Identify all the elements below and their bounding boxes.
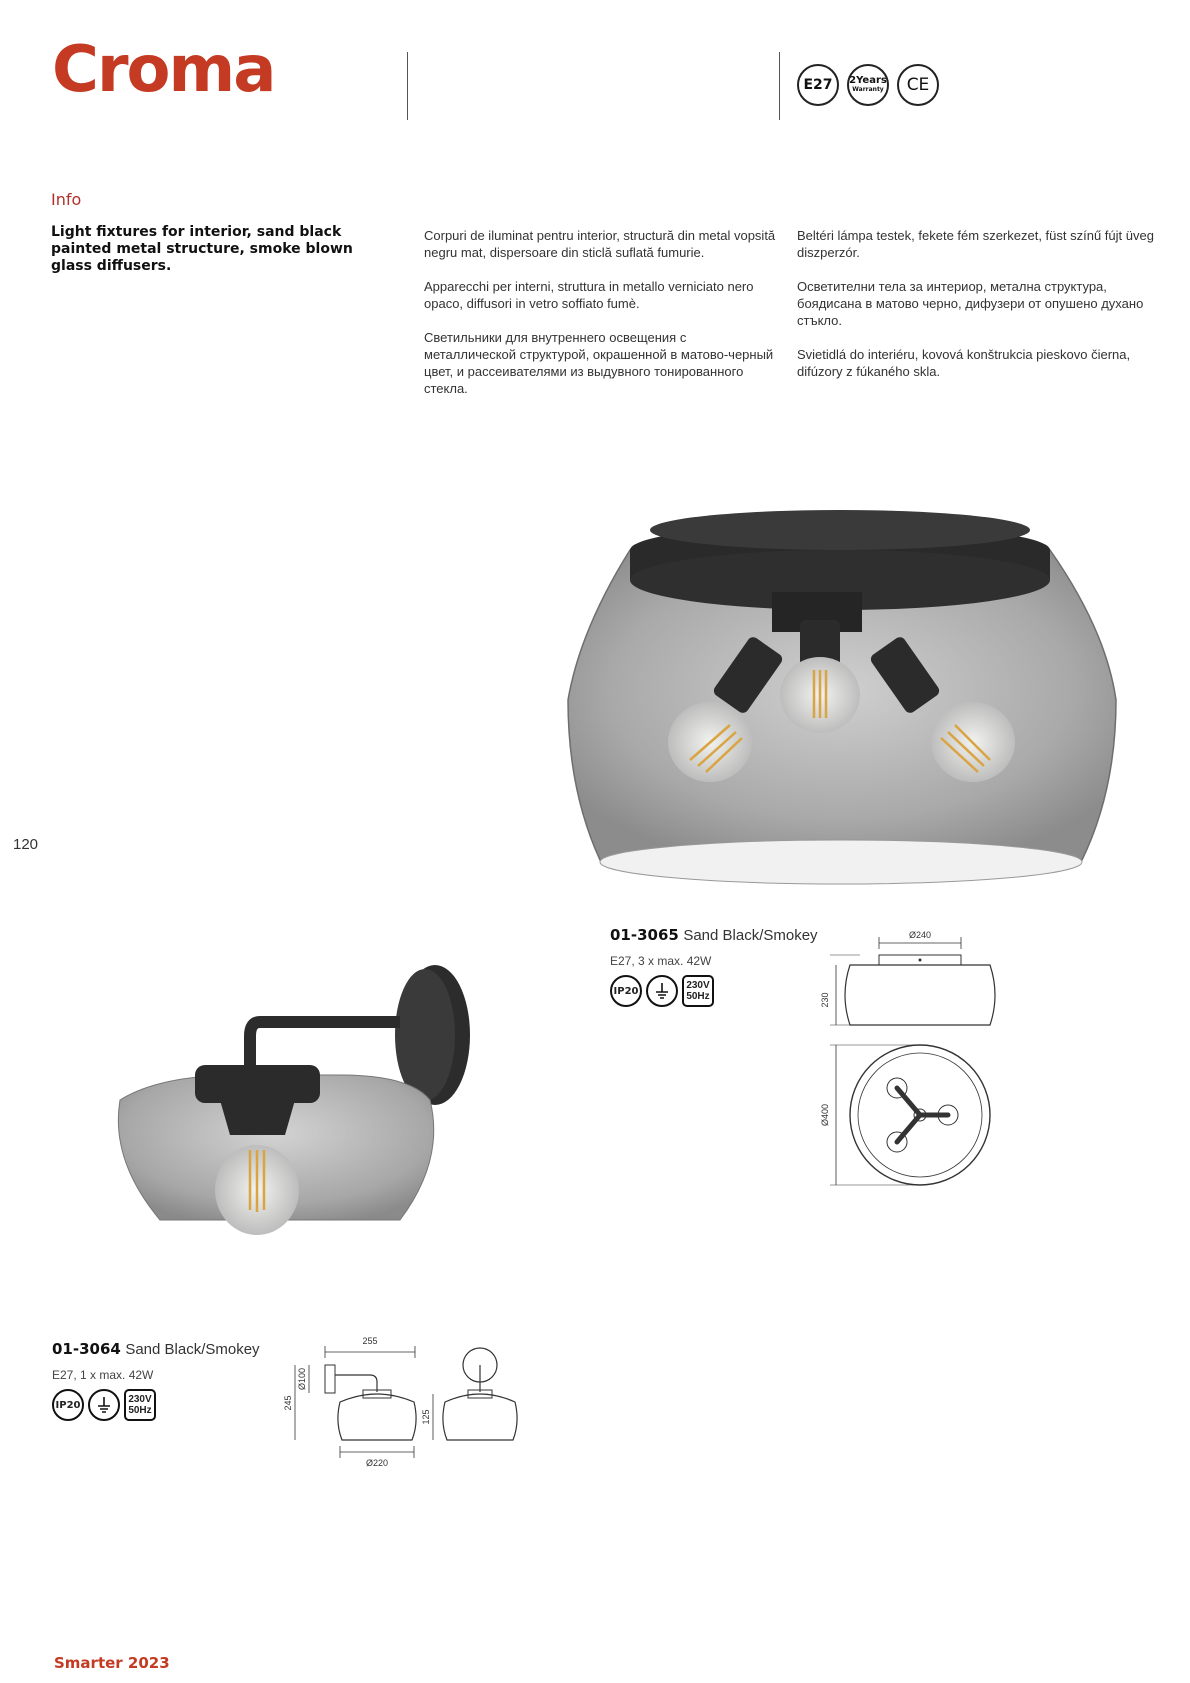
voltage-icon [682,975,714,1007]
wall-lamp-image [100,960,480,1310]
frequency-value: 50Hz [686,991,710,1002]
dim-glass-height: 125 [421,1409,431,1425]
info-column-2 [424,227,779,414]
info-bulgarian: Осветителни тела за интериор, метална структура, боядисана в матово черно, дифузери от опушено духано стъкло. [797,279,1144,328]
info-italian: Apparecchi per interni, struttura in metallo verniciato nero opaco, diffusori in vetro soffiato fumè. [424,279,754,311]
product-3065-dimension-drawing [820,925,1000,1207]
header-divider-right [779,52,780,120]
product-code: 01-3064 [52,1340,121,1358]
ip-label: IP20 [613,985,639,997]
info-russian: Светильники для внутреннего освещения с металлической структурой, окрашенной в матово-черный цвет, и рассеивателями из выдувного тонированного стекла. [424,330,774,396]
dim-height: 230 [820,992,830,1008]
voltage-icon [124,1389,156,1421]
e27-socket-icon [797,64,839,106]
frequency-value: 50Hz [128,1405,152,1416]
dim-base: Ø100 [297,1367,307,1391]
product-3064-dimension-drawing [275,1330,535,1475]
ip20-icon [610,975,642,1007]
info-column-3 [797,227,1157,397]
product-color: Sand Black/Smokey [125,1341,260,1358]
voltage-value: 230V [128,1394,152,1405]
ce-label: CE [906,75,930,95]
socket-label: E27 [803,77,833,93]
page-number: 120 [13,836,39,853]
ceiling-lamp-image [560,510,1120,900]
product-3065-title [610,926,818,945]
product-code: 01-3065 [610,926,679,944]
voltage-value: 230V [686,980,710,991]
dim-diameter: Ø400 [820,1103,830,1127]
warranty-years: 2Years [849,75,887,86]
product-3065-spec: E27, 3 x max. 42W [610,954,712,968]
footer-catalog-title: Smarter 2023 [54,1654,170,1672]
ip-label: IP20 [55,1399,81,1411]
dim-diameter: Ø220 [365,1458,389,1468]
info-title: Info [51,190,82,209]
product-3064-title [52,1340,260,1359]
ground-icon [646,975,678,1007]
product-color: Sand Black/Smokey [683,927,818,944]
info-english: Light fixtures for interior, sand black painted metal structure, smoke blown glass diffusers. [51,224,353,274]
info-romanian: Corpuri de iluminat pentru interior, structură din metal vopsită negru mat, dispersoare din sticlă suflată fumurie. [424,228,776,260]
dim-diameter-top: Ø240 [908,930,932,940]
ground-icon [88,1389,120,1421]
info-hungarian: Beltéri lámpa testek, fekete fém szerkezet, füst színű fújt üveg diszperzór. [797,228,1154,260]
product-3065-ratings [610,975,714,1007]
ip20-icon [52,1389,84,1421]
product-3064-ratings [52,1389,156,1421]
header-divider-left [407,52,408,120]
brand-logo: Croma [52,33,275,107]
product-3064-spec: E27, 1 x max. 42W [52,1368,154,1382]
warranty-icon [847,64,889,106]
dim-height: 245 [283,1395,293,1411]
dim-width: 255 [362,1336,378,1346]
warranty-label: Warranty [852,86,884,93]
info-slovak: Svietidlá do interiéru, kovová konštrukcia pieskovo čierna, difúzory z fúkaného skla. [797,347,1131,379]
ce-mark-icon [897,64,939,106]
